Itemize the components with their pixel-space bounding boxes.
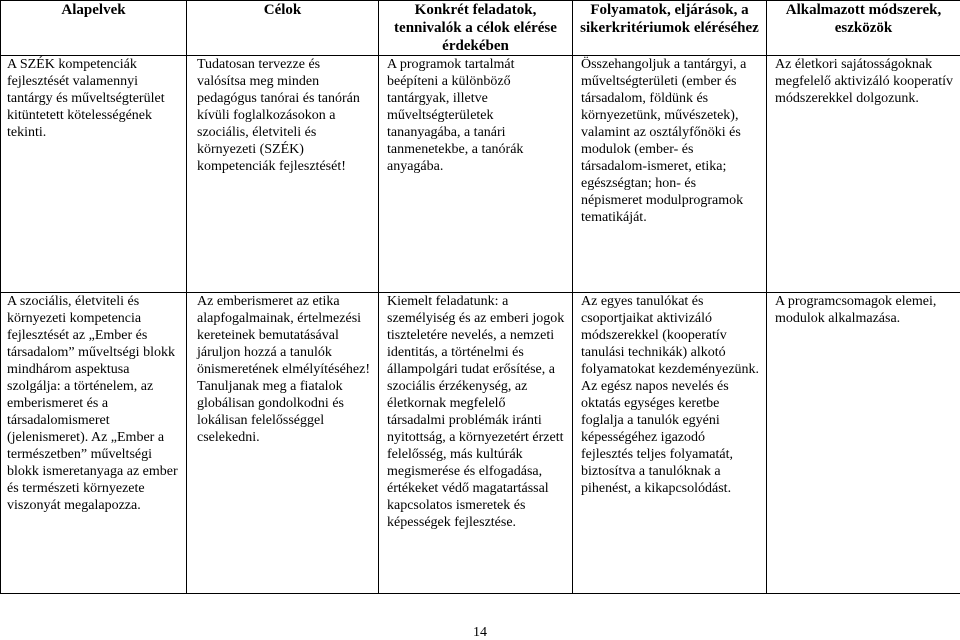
page-number: 14 xyxy=(473,625,487,640)
table-cell: Az egyes tanulókat és csoportjaikat aktivizáló módszerekkel (kooperatív tanulási technikák) alkotó folyamatokat kezdeményezünk. Az egész napos nevelés és oktatás egységes keretbe foglalja a tanulók egyéni képességéhez igazodó fejlesztés teljes folyamatát, biztosítva a tanulóknak a pihenést, a kikapcsolódást. xyxy=(573,293,767,594)
table-cell: A programok tartalmát beépíteni a különböző tantárgyak, illetve műveltségterületek tananyagába, a tanári tanmenetekbe, a tanórák anyagába. xyxy=(379,56,573,293)
table-cell: A szociális, életviteli és környezeti kompetencia fejlesztését az „Ember és társadalom” műveltségi blokk mindhárom aspektusa szolgálja: a történelem, az emberismeret és a társadalomismeret (jelenismeret). Az „Ember a természetben” műveltségi blokk ismeretanyaga az ember és természeti környezete viszonyát megalapozza. xyxy=(1,293,187,594)
column-header-methods: Alkalmazott módszerek, eszközök xyxy=(767,1,960,56)
table-cell: Kiemelt feladatunk: a személyiség és az emberi jogok tiszteletére nevelés, a nemzeti identitás, a történelmi és állampolgári tudat erősítése, a szociális érzékenység, az életkornak megfelelő társadalmi problémák iránti nyitottság, a környezetért érzett felelősség, más kultúrák megismerése és elfogadása, értékeket védő magatartással kapcsolatos ismeretek és képességek fejlesztése. xyxy=(379,293,573,594)
column-header-principles: Alapelvek xyxy=(1,1,187,56)
table-cell: Az életkori sajátosságoknak megfelelő aktivizáló kooperatív módszerekkel dolgozunk. xyxy=(767,56,960,293)
column-header-tasks: Konkrét feladatok, tennivalók a célok elérése érdekében xyxy=(379,1,573,56)
table-cell: A programcsomagok elemei, modulok alkalmazása. xyxy=(767,293,960,594)
table-cell: Összehangoljuk a tantárgyi, a műveltségterületi (ember és társadalom, földünk és környezetünk, művészetek), valamint az osztályfőnöki és modulok (ember- és társadalom-ismeret, etika; egészségtan; hon- és népismeret modulprogramok tematikáját. xyxy=(573,56,767,293)
table-cell: Tudatosan tervezze és valósítsa meg minden pedagógus tanórai és tanórán kívüli foglalkozásokon a szociális, életviteli és környezeti (SZÉK) kompetenciák fejlesztését! xyxy=(187,56,379,293)
table-row xyxy=(1,293,960,594)
column-header-goals: Célok xyxy=(187,1,379,56)
table-cell: Az emberismeret az etika alapfogalmainak, értelmezési kereteinek bemutatásával járuljon hozzá a tanulók önismeretének elmélyítéséhez! Tanuljanak meg a fiatalok globálisan gondolkodni és lokálisan felelősséggel cselekedni. xyxy=(187,293,379,594)
table-header-row xyxy=(1,1,960,56)
table-row xyxy=(1,56,960,293)
table-cell: A SZÉK kompetenciák fejlesztését valamennyi tantárgy és műveltségterület kitüntetett kötelességének tekinti. xyxy=(1,56,187,293)
column-header-processes: Folyamatok, eljárások, a sikerkritériumok eléréséhez xyxy=(573,1,767,56)
